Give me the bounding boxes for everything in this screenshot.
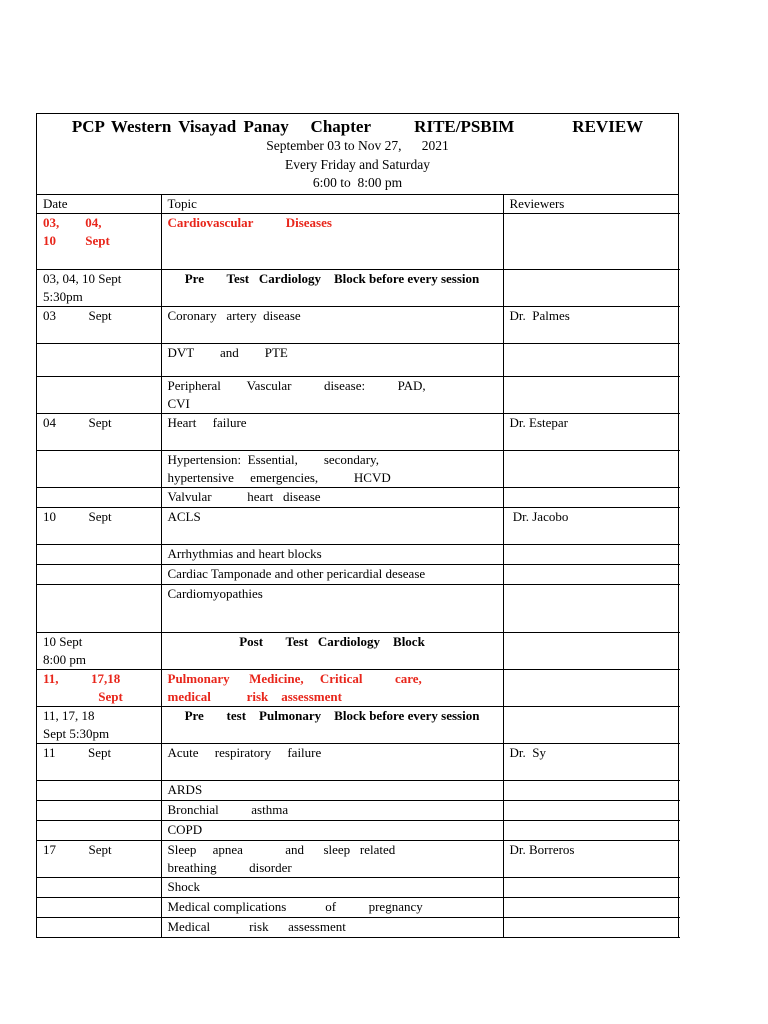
- table-row: [37, 307, 680, 344]
- date-cell: [37, 918, 161, 938]
- date-cell: 17 Sept: [37, 841, 161, 878]
- date-cell: 03 Sept: [37, 307, 161, 344]
- topic-cell: Peripheral Vascular disease: PAD, CVI: [161, 377, 503, 414]
- date-cell: [37, 488, 161, 508]
- reviewer-cell: [503, 270, 680, 307]
- topic-cell: Coronary artery disease: [161, 307, 503, 344]
- table-row: [37, 451, 680, 488]
- table-row: [37, 707, 680, 744]
- table-row: [37, 214, 680, 270]
- table-row: [37, 918, 680, 938]
- table-row: [37, 488, 680, 508]
- table-row: [37, 821, 680, 841]
- date-cell: [37, 821, 161, 841]
- date-cell: 11, 17, 18 Sept 5:30pm: [37, 707, 161, 744]
- reviewer-cell: [503, 918, 680, 938]
- topic-cell: Cardiovascular Diseases: [161, 214, 503, 270]
- reviewer-cell: [503, 633, 680, 670]
- table-row: [37, 565, 680, 585]
- topic-cell: Pre Test Cardiology Block before every session: [161, 270, 503, 307]
- date-cell: [37, 565, 161, 585]
- topic-cell: Cardiomyopathies: [161, 585, 503, 633]
- document-title: PCP Western Visayad Panay Chapter RITE/PSBIM REVIEW: [71, 117, 644, 136]
- reviewer-cell: Dr. Estepar: [503, 414, 680, 451]
- reviewer-cell: [503, 344, 680, 377]
- date-cell: [37, 585, 161, 633]
- topic-cell: Heart failure: [161, 414, 503, 451]
- date-cell: [37, 377, 161, 414]
- schedule-days: Every Friday and Saturday: [284, 156, 431, 172]
- column-header-date: Date: [37, 195, 161, 214]
- date-cell: 10 Sept 8:00 pm: [37, 633, 161, 670]
- reviewer-cell: Dr. Sy: [503, 744, 680, 781]
- table-row: [37, 781, 680, 801]
- column-header-reviewers: Reviewers: [503, 195, 680, 214]
- reviewer-cell: [503, 451, 680, 488]
- reviewer-cell: [503, 707, 680, 744]
- topic-cell: Post Test Cardiology Block: [161, 633, 503, 670]
- column-header-topic: Topic: [161, 195, 503, 214]
- date-cell: 10 Sept: [37, 508, 161, 545]
- schedule-table: [37, 195, 680, 939]
- topic-cell: Shock: [161, 878, 503, 898]
- reviewer-cell: Dr. Palmes: [503, 307, 680, 344]
- topic-cell: Pre test Pulmonary Block before every session: [161, 707, 503, 744]
- date-cell: [37, 898, 161, 918]
- topic-cell: Hypertension: Essential, secondary, hypertensive emergencies, HCVD: [161, 451, 503, 488]
- topic-cell: Acute respiratory failure: [161, 744, 503, 781]
- reviewer-cell: [503, 585, 680, 633]
- reviewer-cell: [503, 878, 680, 898]
- date-cell: [37, 344, 161, 377]
- table-row: [37, 377, 680, 414]
- table-row: [37, 508, 680, 545]
- reviewer-cell: [503, 214, 680, 270]
- topic-cell: Pulmonary Medicine, Critical care, medical risk assessment: [161, 670, 503, 707]
- reviewer-cell: [503, 545, 680, 565]
- topic-cell: Bronchial asthma: [161, 801, 503, 821]
- reviewer-cell: [503, 565, 680, 585]
- topic-cell: COPD: [161, 821, 503, 841]
- topic-cell: Medical risk assessment: [161, 918, 503, 938]
- table-row: [37, 270, 680, 307]
- date-cell: 03, 04, 10 Sept: [37, 214, 161, 270]
- topic-cell: DVT and PTE: [161, 344, 503, 377]
- topic-cell: ARDS: [161, 781, 503, 801]
- date-cell: 04 Sept: [37, 414, 161, 451]
- schedule-rows: [37, 214, 680, 938]
- reviewer-cell: Dr. Jacobo: [503, 508, 680, 545]
- table-header-row: [37, 195, 680, 214]
- reviewer-cell: [503, 670, 680, 707]
- date-cell: 11 Sept: [37, 744, 161, 781]
- table-row: [37, 670, 680, 707]
- topic-cell: ACLS: [161, 508, 503, 545]
- reviewer-cell: [503, 821, 680, 841]
- topic-cell: Sleep apnea and sleep related breathing disorder: [161, 841, 503, 878]
- table-row: [37, 585, 680, 633]
- reviewer-cell: [503, 801, 680, 821]
- table-row: [37, 414, 680, 451]
- date-cell: [37, 545, 161, 565]
- table-row: [37, 344, 680, 377]
- reviewer-cell: [503, 898, 680, 918]
- table-row: [37, 545, 680, 565]
- reviewer-cell: Dr. Borreros: [503, 841, 680, 878]
- schedule-time: 6:00 to 8:00 pm: [312, 175, 403, 190]
- topic-cell: Valvular heart disease: [161, 488, 503, 508]
- reviewer-cell: [503, 488, 680, 508]
- date-cell: 03, 04, 10 Sept 5:30pm: [37, 270, 161, 307]
- date-cell: [37, 451, 161, 488]
- table-row: [37, 898, 680, 918]
- topic-cell: Cardiac Tamponade and other pericardial desease: [161, 565, 503, 585]
- reviewer-cell: [503, 781, 680, 801]
- table-row: [37, 801, 680, 821]
- date-cell: [37, 781, 161, 801]
- topic-cell: Arrhythmias and heart blocks: [161, 545, 503, 565]
- date-cell: [37, 878, 161, 898]
- table-row: [37, 841, 680, 878]
- topic-cell: Medical complications of pregnancy: [161, 898, 503, 918]
- reviewer-cell: [503, 377, 680, 414]
- date-cell: 11, 17,18 Sept: [37, 670, 161, 707]
- table-row: [37, 744, 680, 781]
- date-cell: [37, 801, 161, 821]
- schedule-document: [36, 113, 679, 938]
- table-row: [37, 633, 680, 670]
- document-header: [37, 117, 678, 195]
- table-row: [37, 878, 680, 898]
- date-range: September 03 to Nov 27, 2021: [266, 138, 449, 153]
